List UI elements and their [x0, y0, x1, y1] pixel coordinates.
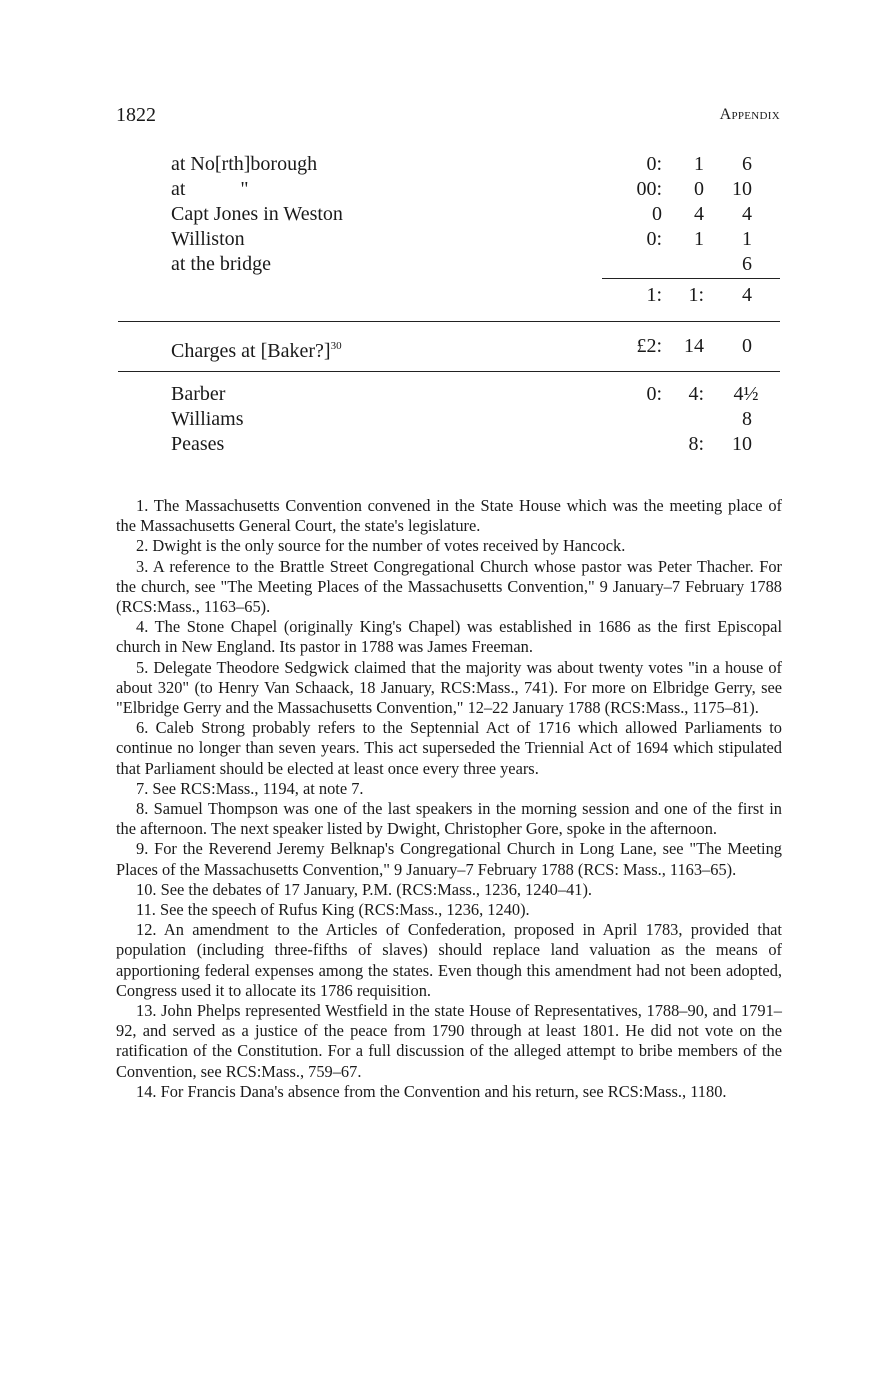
ledger-row — [116, 202, 780, 227]
charges-shillings: 14 — [684, 335, 704, 357]
section-rule — [118, 321, 780, 322]
ledger-pence: 4½ — [733, 383, 759, 405]
endnote: 6. Caleb Strong probably refers to the Septennial Act of 1716 which allowed Parliaments to continue no longer than seven years. This act superseded the Triennial Act of 1694 which stipulated that Parliament should be elected at least once every three years. — [116, 718, 782, 778]
ledger-pounds: 0: — [646, 153, 662, 175]
ledger-shillings: 8: — [688, 433, 704, 455]
ledger-label: at " — [171, 178, 249, 200]
endnote: 4. The Stone Chapel (originally King's Chapel) was established in 1686 as the first Episcopal church in New England. Its pastor in 1788 was James Freeman. — [116, 617, 782, 657]
endnote: 7. See RCS:Mass., 1194, at note 7. — [136, 778, 364, 798]
endnote: 5. Delegate Theodore Sedgwick claimed that the majority was about twenty votes "in a house of about 320" (to Henry Van Schaack, 18 January, RCS:Mass., 741). For more on Elbridge Gerry, see "Elbridge Gerry and the Massachusetts Convention," 12–22 January 1788 (RCS:Mass., 1175–81). — [116, 657, 782, 718]
ledger-label: at No[rth]borough — [171, 153, 318, 175]
ledger-pence: 6 — [742, 253, 752, 275]
charges-pence: 0 — [742, 335, 752, 357]
endnote: 3. A reference to the Brattle Street Congregational Church whose pastor was Peter Thacher. For the church, see "The Meeting Places of the Massachusetts Convention," 9 January–7 February 1788 (RCS:Mass., 1163–65). — [116, 556, 782, 617]
endnote: 14. For Francis Dana's absence from the Convention and his return, see RCS:Mass., 1180. — [136, 1081, 727, 1101]
ledger-pounds: 0 — [652, 203, 662, 225]
charges-label: Charges at [Baker?]$^{30}$ — [171, 340, 342, 362]
ledger-pence: 1 — [742, 228, 752, 250]
ledger-label: at the bridge — [171, 253, 271, 275]
ledger-row — [116, 407, 780, 432]
ledger-shillings: 1 — [694, 153, 704, 175]
subtotal-rule — [602, 278, 780, 279]
ledger-row — [116, 227, 780, 252]
endnote: 10. See the debates of 17 January, P.M. (RCS:Mass., 1236, 1240–41). — [136, 879, 593, 899]
ledger-pounds: 0: — [646, 228, 662, 250]
ledger-shillings: 4: — [688, 383, 704, 405]
page-number: 1822 — [116, 104, 156, 126]
ledger-pence: 10 — [732, 433, 752, 455]
ledger-pence: 4 — [742, 203, 752, 225]
endnotes — [116, 496, 782, 1102]
ledger-label: Barber — [171, 383, 226, 405]
ledger-row — [116, 382, 780, 407]
subtotal-pounds: 1: — [646, 284, 662, 306]
ledger-row — [116, 432, 780, 457]
note-reference: 30 — [330, 340, 342, 352]
ledger-pence: 8 — [742, 408, 752, 430]
charges-row — [116, 334, 780, 362]
ledger-shillings: 1 — [694, 228, 704, 250]
endnote: 9. For the Reverend Jeremy Belknap's Congregational Church in Long Lane, see "The Meeting Places of the Massachusetts Convention," 9 January–7 February 1788 (RCS: Mass., 1163–65). — [116, 839, 782, 879]
ledger-shillings: 4 — [694, 203, 704, 225]
ledger-pounds: 0: — [646, 383, 662, 405]
subtotal-pence: 4 — [742, 284, 752, 306]
section-rule — [118, 371, 780, 372]
ledger-row — [116, 177, 780, 202]
running-head — [116, 104, 780, 130]
ledger-pounds: 00: — [636, 178, 662, 200]
endnote: 1. The Massachusetts Convention convened in the State House which was the meeting place of the Massachusetts General Court, the state's legislature. — [116, 496, 782, 536]
endnote: 12. An amendment to the Articles of Confederation, proposed in April 1783, provided that population (including three-fifths of slaves) should replace land valuation as the means of apportioning federal expenses among the states. Even though this amendment had not been adopted, Congress used it to allocate its 1786 requisition. — [116, 920, 782, 1000]
charges-pounds: £2: — [636, 335, 662, 357]
endnote: 8. Samuel Thompson was one of the last speakers in the morning session and one of the first in the afternoon. The next speaker listed by Dwight, Christopher Gore, spoke in the afternoon. — [116, 799, 782, 839]
subtotal-row — [116, 283, 780, 308]
ledger-row — [116, 152, 780, 177]
ledger-label: Capt Jones in Weston — [171, 203, 343, 225]
endnote: 2. Dwight is the only source for the number of votes received by Hancock. — [136, 536, 626, 556]
subtotal-shillings: 1: — [688, 284, 704, 306]
ledger-pence: 10 — [732, 178, 752, 200]
ledger-shillings: 0 — [694, 178, 704, 200]
endnote: 11. See the speech of Rufus King (RCS:Mass., 1236, 1240). — [136, 900, 530, 920]
section-title: Appendix — [719, 106, 780, 123]
ledger-pence: 6 — [742, 153, 752, 175]
ledger-label: Williston — [171, 228, 245, 250]
endnote: 13. John Phelps represented Westfield in the state House of Representatives, 1788–90, and 1791–92, and served as a justice of the peace from 1790 through at least 1801. He did not vote on the ratification of the Constitution. For a full discussion of the alleged attempt to bribe members of the Convention, see RCS:Mass., 759–67. — [116, 1001, 782, 1081]
ledger-row — [116, 252, 780, 277]
ledger-label: Williams — [171, 408, 244, 430]
ledger-label: Peases — [171, 433, 225, 455]
